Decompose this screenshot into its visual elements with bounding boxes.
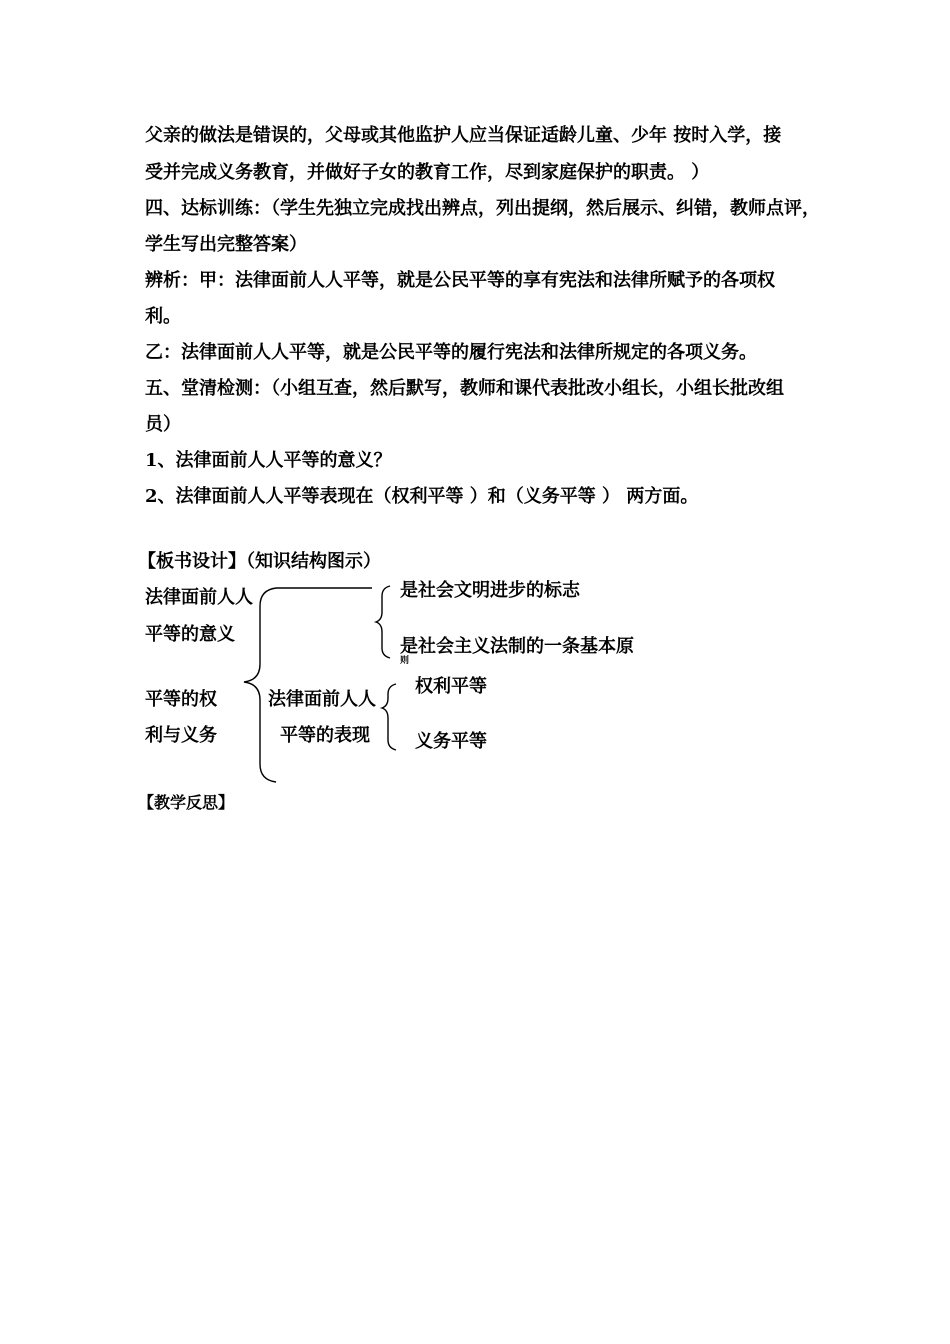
paragraph-line-2: 受并完成义务教育，并做好子女的教育工作，尽到家庭保护的职责。 ） [145,162,710,183]
show-item-2: 义务平等 [415,731,487,752]
show-brace [382,684,396,750]
paragraph-line-8: 五、堂清检测：（小组互查，然后默写，教师和课代表批改小组长，小组长批改组 [145,378,784,399]
paragraph-line-7: 乙：法律面前人人平等，就是公民平等的履行宪法和法律所规定的各项义务。 [145,342,757,363]
paragraph-line-5: 辨析：甲：法律面前人人平等，就是公民平等的享有宪法和法律所赋予的各项权 [145,270,775,291]
outer-brace [244,588,276,782]
show-item-1: 权利平等 [415,676,487,697]
left-top-line-1: 法律面前人人 [145,587,253,608]
meaning-brace [376,586,390,658]
left-bottom-line-2: 利与义务 [145,725,217,746]
paragraph-line-6: 利。 [145,306,181,327]
paragraph-line-1: 父亲的做法是错误的，父母或其他监护人应当保证适龄儿童、少年 按时入学，接 [145,125,782,146]
mid-line-1: 法律面前人人 [268,689,376,710]
meaning-item-1: 是社会文明进步的标志 [400,580,580,601]
board-heading: 【板书设计】（知识结构图示） [138,551,381,572]
paragraph-line-3: 四、达标训练：（学生先独立完成找出辨点，列出提纲，然后展示、纠错，教师点评， [145,198,820,219]
paragraph-line-9: 员） [145,414,181,435]
meaning-item-2: 是社会主义法制的一条基本原 [400,636,634,657]
paragraph-line-10: 1、法律面前人人平等的意义？ [145,450,392,471]
meaning-item-2-overflow: 则 [400,656,410,666]
left-top-line-2: 平等的意义 [145,624,235,645]
paragraph-line-11: 2、法律面前人人平等表现在（权利平等 ）和（义务平等 ） 两方面。 [145,486,699,507]
left-bottom-line-1: 平等的权 [145,689,217,710]
teaching-reflection-heading: 【教学反思】 [138,793,235,812]
paragraph-line-4: 学生写出完整答案） [145,234,307,255]
mid-line-2: 平等的表现 [280,725,370,746]
